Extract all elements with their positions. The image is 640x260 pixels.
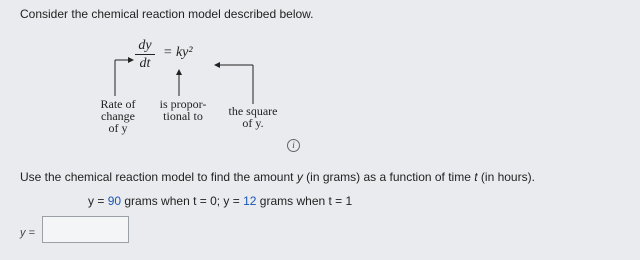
- derivative-numerator: dy: [138, 38, 152, 53]
- label-rate-of-change: Rate of change of y: [100, 97, 136, 135]
- intro-text: Consider the chemical reaction model described below.: [20, 7, 314, 21]
- answer-label: y =: [20, 227, 35, 239]
- label-square: the square of y.: [228, 104, 278, 130]
- derivative-denominator: dt: [139, 56, 151, 71]
- fraction-bar: [135, 54, 155, 55]
- derivative-fraction: [135, 38, 155, 71]
- initial-conditions: y = 90 grams when t = 0; y = 12 grams when t = 1: [88, 194, 353, 208]
- question-text: Use the chemical reaction model to find the amount y (in grams) as a function of time t (in hours).: [20, 170, 535, 184]
- label-proportional: is propor- tional to: [159, 97, 207, 123]
- condition-value-1: 90: [107, 194, 122, 208]
- answer-input[interactable]: [42, 216, 129, 243]
- equation-figure: [100, 38, 295, 138]
- condition-value-2: 12: [243, 194, 257, 208]
- info-icon[interactable]: i: [287, 139, 300, 152]
- equation-rhs: = ky²: [163, 45, 193, 60]
